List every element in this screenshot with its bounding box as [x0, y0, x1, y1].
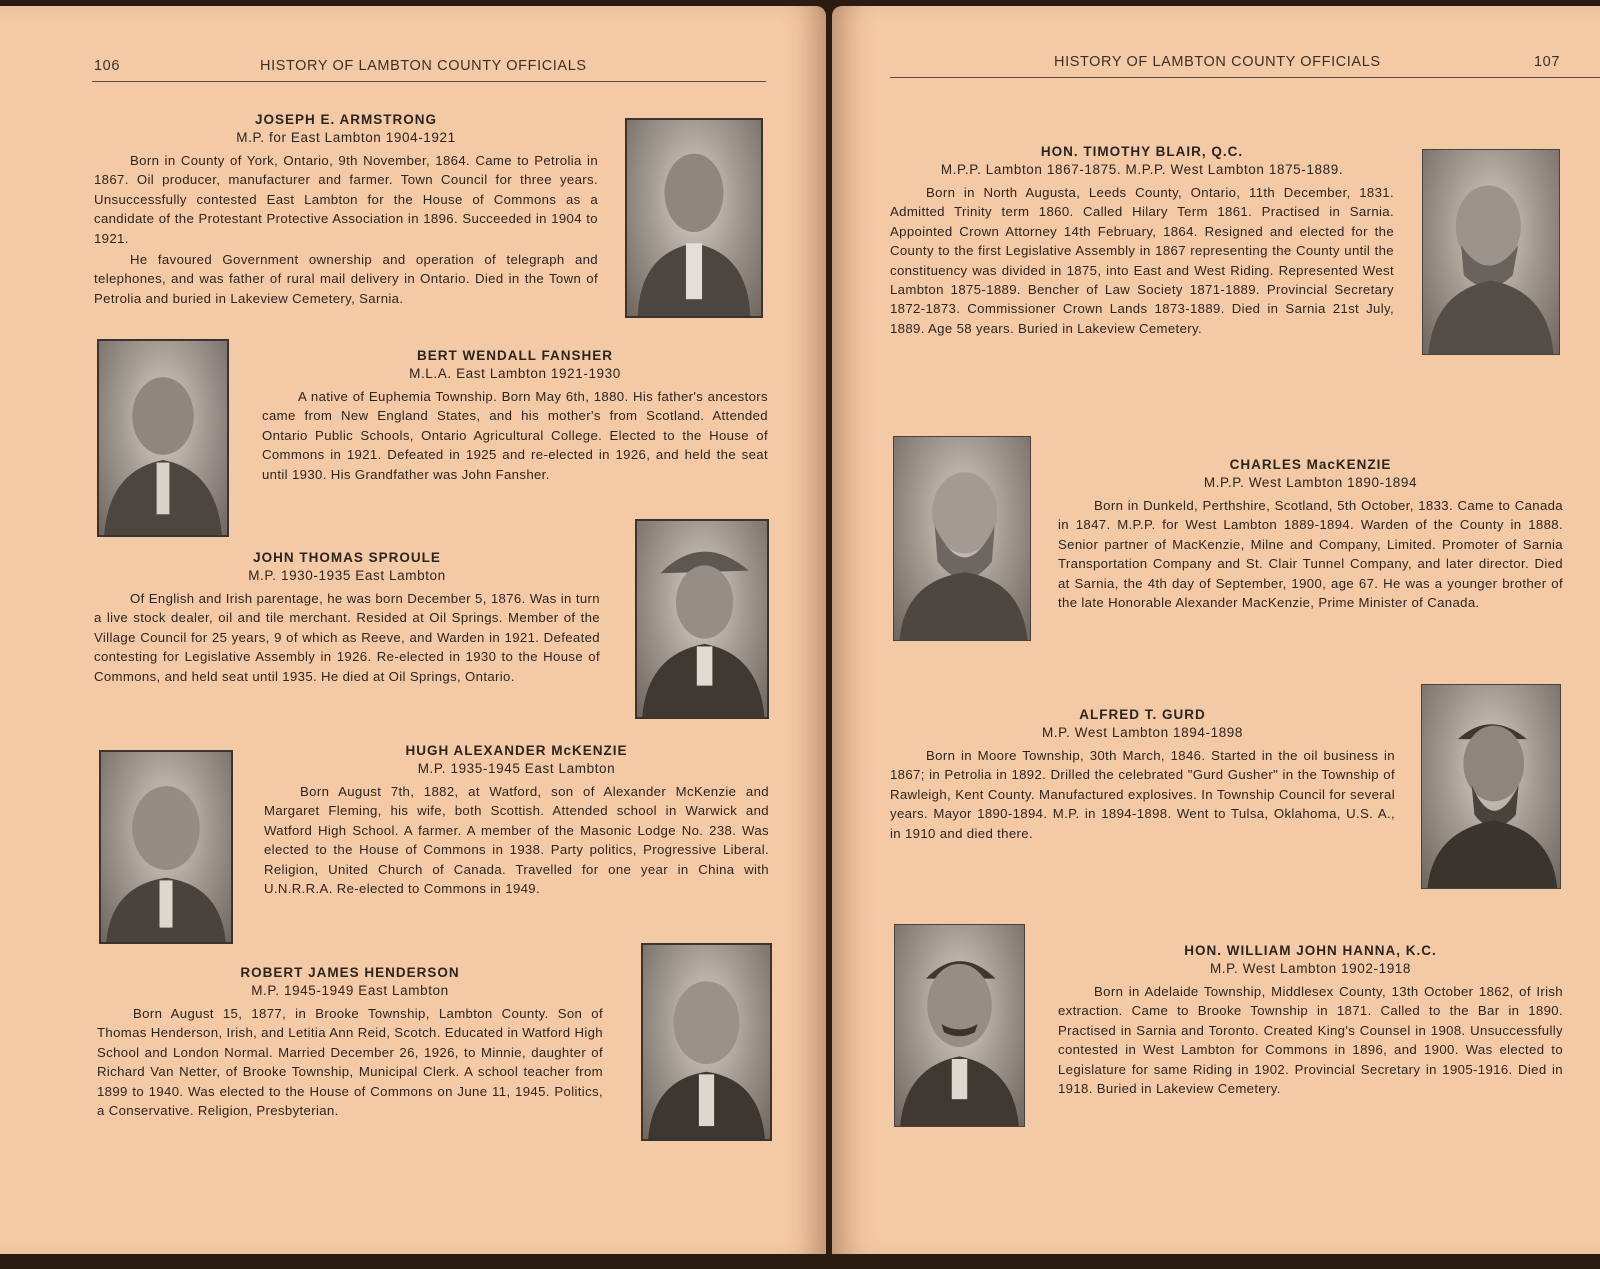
entry-biography: Born August 15, 1877, in Brooke Township, Lambton County. Son of Thomas Henderson, Irish, and Letitia Ann Reid, Scotch. Educated in Watford High School and London Normal. Married December 26, 1926, to Minnie, daughter of Richard Van Netter, of Brooke Township, Municipal Clerk. A school teacher from 1899 to 1940. Was elected to the House of Commons on June 11, 1945. Politics, a Conservative. Religion, Presbyterian.	[97, 1006, 603, 1119]
entry-hanna	[1058, 943, 1563, 1098]
entry-office: M.P. for East Lambton 1904-1921	[236, 130, 456, 145]
entry-name: HON. TIMOTHY BLAIR, Q.C.	[1040, 144, 1244, 159]
portrait-fansher	[97, 339, 229, 537]
entry-hugh-mckenzie	[264, 743, 769, 898]
running-head-left: HISTORY OF LAMBTON COUNTY OFFICIALS	[260, 58, 587, 74]
entry-name: JOSEPH E. ARMSTRONG	[254, 112, 438, 127]
entry-fansher	[262, 348, 768, 484]
entry-name: BERT WENDALL FANSHER	[416, 348, 613, 363]
portrait-hanna	[894, 924, 1025, 1127]
entry-office: M.P. 1935-1945 East Lambton	[417, 761, 616, 776]
entry-biography: Born in Dunkeld, Perthshire, Scotland, 5th October, 1833. Came to Canada in 1847. M.P.P. for West Lambton 1889-1894. Warden of the County in 1888. Senior partner of MacKenzie, Milne and Company, Limited. Promoter of Sarnia Transportation Company and St. Clair Tunnel Company, and later director. Died at Sarnia, the 4th day of September, 1900, age 67. He was a younger brother of the late Honorable Alexander MacKenzie, Prime Minister of Canada.	[1058, 498, 1563, 611]
entry-henderson	[97, 965, 603, 1120]
entry-office: M.P. 1930-1935 East Lambton	[248, 568, 446, 583]
entry-office: M.P. West Lambton 1894-1898	[1041, 725, 1244, 740]
portrait-charles-mackenzie	[893, 436, 1031, 641]
portrait-henderson	[641, 943, 772, 1141]
entry-biography: Born in Moore Township, 30th March, 1846. Started in the oil business in 1867; in Petrolia in 1892. Drilled the celebrated "Gurd Gusher" in the Township of Rawleigh, Kent County. Manufactured explosives. In Township Council for several years. Mayor 1890-1894. M.P. in 1894-1898. Went to Tulsa, Oklahoma, U.S. A., in 1910 and died there.	[890, 748, 1395, 841]
entry-blair	[890, 144, 1394, 338]
page-number-left: 106	[94, 58, 120, 74]
portrait-armstrong	[625, 118, 763, 318]
entry-armstrong	[94, 112, 598, 308]
entry-office: M.P. 1945-1949 East Lambton	[251, 983, 449, 998]
entry-biography: Born August 7th, 1882, at Watford, son of Alexander McKenzie and Margaret Fleming, his wife, both Scottish. Attended school in Warwick and Watford High School. A farmer. A member of the Masonic Lodge No. 238. Was elected to the House of Commons in 1938. Party politics, Progressive Liberal. Religion, United Church of Canada. Travelled for one year in China with U.N.R.R.A. Re-elected to Commons in 1949.	[264, 784, 769, 897]
left-page	[0, 6, 826, 1254]
entry-office: M.P.P. West Lambton 1890-1894	[1203, 475, 1418, 490]
entry-biography: Of English and Irish parentage, he was born December 5, 1876. Was in turn a live stock dealer, oil and tile merchant. Resided at Oil Springs. Member of the Village Council for 25 years, 9 of which as Reeve, and Warden in 1921. Defeated contesting for Legislative Assembly in 1926. Re-elected in 1930 to the House of Commons, and held seat until 1935. He died at Oil Springs, Ontario.	[94, 591, 600, 684]
entry-biography: Born in Adelaide Township, Middlesex County, 13th October 1862, of Irish extraction. Came to Brooke Township in 1871. Called to the Bar in 1890. Practised in Sarnia and Toronto. Created King's Counsel in 1908. Unsuccessfully contested in West Lambton for Commons in 1896, and 1900. Was elected to Legislature for same Riding in 1902. Provincial Secretary in 1905-1916. Died in 1918. Buried in Lakeview Cemetery.	[1058, 984, 1563, 1097]
entry-biography: A native of Euphemia Township. Born May 6th, 1880. His father's ancestors came from New England States, and his mother's from Scotland. Attended Ontario Public Schools, Ontario Agricultural College. Elected to the House of Commons in 1921. Defeated in 1925 and re-elected in 1926, and held the seat until 1930. His Grandfather was John Fansher.	[262, 389, 768, 482]
header-rule-left	[92, 81, 766, 82]
entry-office: M.P.P. Lambton 1867-1875. M.P.P. West Lambton 1875-1889.	[940, 162, 1344, 177]
running-head-right: HISTORY OF LAMBTON COUNTY OFFICIALS	[1054, 54, 1381, 70]
portrait-gurd	[1421, 684, 1561, 889]
entry-biography: He favoured Government ownership and operation of telegraph and telephones, and was father of rural mail delivery in Ontario. Died in the Town of Petrolia and buried in Lakeview Cemetery, Sarnia.	[94, 252, 598, 306]
entry-office: M.P. West Lambton 1902-1918	[1209, 961, 1412, 976]
entry-name: CHARLES MacKENZIE	[1229, 457, 1392, 472]
entry-biography: Born in North Augusta, Leeds County, Ontario, 11th December, 1831. Admitted Trinity term 1860. Called Hilary Term 1861. Practised in Sarnia. Appointed Crown Attorney 14th February, 1864. Resigned and elected for the County to the first Legislative Assembly in 1867 representing the County until the constituency was divided in 1875, into East and West Riding. Represented West Lambton 1875-1889. Bencher of Law Society 1871-1889. Provincial Secretary 1872-1873. Commissioner Crown Lands 1873-1889. Died in Sarnia 21st July, 1889. Age 58 years. Buried in Lakeview Cemetery.	[890, 185, 1394, 336]
entry-biography: Born in County of York, Ontario, 9th November, 1864. Came to Petrolia in 1867. Oil producer, manufacturer and farmer. Town Council for three years. Unsuccessfully contested East Lambton for the House of Commons as a candidate of the Protestant Protective Association in 1896. Succeeded in 1904 to 1921.	[94, 153, 598, 246]
portrait-sproule	[635, 519, 769, 719]
entry-name: HON. WILLIAM JOHN HANNA, K.C.	[1184, 943, 1437, 958]
right-page	[832, 6, 1600, 1254]
portrait-blair	[1422, 149, 1560, 355]
header-rule-right	[890, 77, 1600, 78]
entry-sproule	[94, 550, 600, 686]
portrait-hugh-mckenzie	[99, 750, 233, 944]
entry-name: ALFRED T. GURD	[1079, 707, 1206, 722]
entry-gurd	[890, 707, 1395, 843]
page-number-right: 107	[1534, 54, 1560, 70]
entry-name: ROBERT JAMES HENDERSON	[240, 965, 460, 980]
entry-charles-mackenzie	[1058, 457, 1563, 612]
entry-office: M.L.A. East Lambton 1921-1930	[409, 366, 621, 381]
entry-name: JOHN THOMAS SPROULE	[253, 550, 441, 565]
entry-name: HUGH ALEXANDER McKENZIE	[405, 743, 628, 758]
